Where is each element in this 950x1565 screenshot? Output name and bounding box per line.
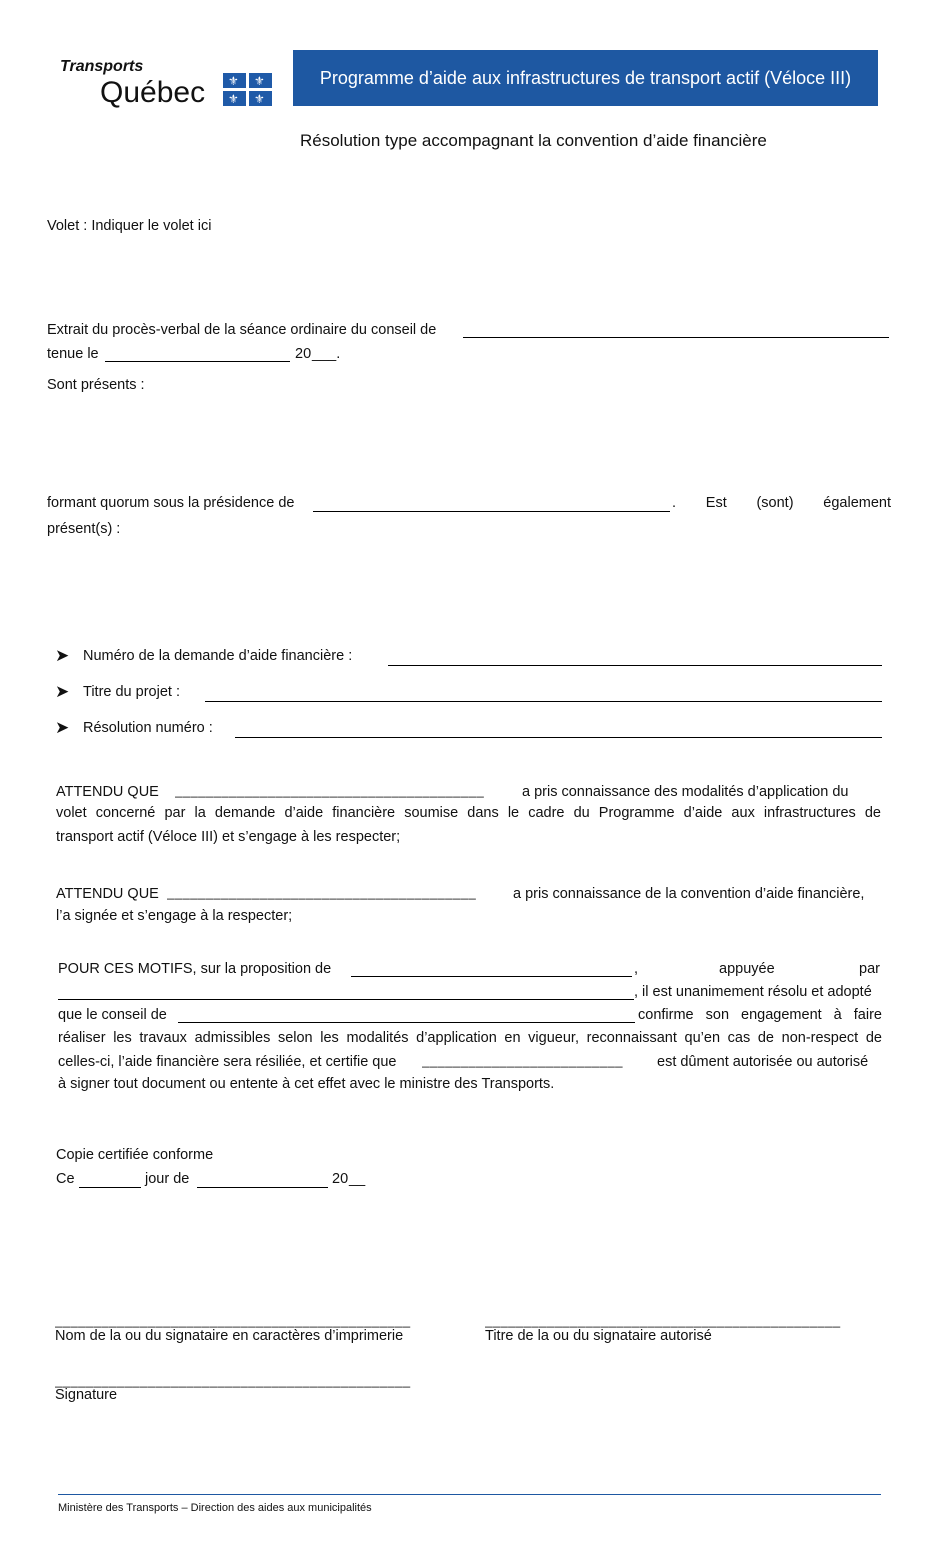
copie-year-label: 20 <box>332 1171 349 1187</box>
resolution-number-field[interactable] <box>235 737 882 738</box>
signatory-name-field[interactable]: ______________________________________________ <box>55 1313 411 1328</box>
attendu2-text: a pris connaissance de la convention d’aide financière, <box>513 886 865 902</box>
attendu1-text: a pris connaissance des modalités d’application du <box>522 784 849 800</box>
motifs-lead: POUR CES MOTIFS, sur la proposition de <box>58 961 332 977</box>
attendu2-blank-field[interactable]: ________________________________________ <box>167 885 477 900</box>
president-name-field[interactable] <box>313 511 670 512</box>
arrow-bullet-icon: ➤ <box>55 682 70 701</box>
resolution-number-label: Résolution numéro : <box>83 720 213 736</box>
jour-label: jour de <box>145 1171 190 1187</box>
confirme-text: confirme son engagement à faire <box>638 1007 882 1023</box>
attendu1-lead: ATTENDU QUE <box>56 784 159 800</box>
day-field[interactable] <box>79 1187 141 1188</box>
motifs-comma: , <box>634 961 639 977</box>
meeting-year-field[interactable]: ___. <box>312 346 341 362</box>
ce-label: Ce <box>56 1171 75 1187</box>
quorum-suffix: . Est (sont) également <box>672 495 891 511</box>
presents-label: Sont présents : <box>47 377 145 393</box>
conseil-label: que le conseil de <box>58 1007 167 1023</box>
quebec-flag-icon <box>223 73 272 106</box>
authorized-person-field[interactable]: __________________________ <box>422 1053 623 1068</box>
fleur-de-lis-icon: ⚜ <box>254 92 265 106</box>
signatory-name-label: Nom de la ou du signataire en caractères d’imprimerie <box>55 1328 404 1344</box>
arrow-bullet-icon: ➤ <box>55 718 70 737</box>
appuyee-label: appuyée <box>719 961 775 977</box>
copie-year-field[interactable]: __ <box>349 1171 366 1187</box>
motifs-line5a: celles-ci, l’aide financière sera résiliée, et certifie que <box>58 1054 397 1070</box>
seconder-name-field[interactable] <box>58 999 634 1000</box>
signature-field[interactable]: ______________________________________________ <box>55 1373 411 1388</box>
also-present-label: présent(s) : <box>47 521 121 537</box>
proposer-name-field[interactable] <box>351 976 632 977</box>
meeting-date-field[interactable] <box>105 361 290 362</box>
copie-title: Copie certifiée conforme <box>56 1147 214 1163</box>
logo-transports-text: Transports <box>60 58 144 75</box>
attendu2-line2: l’a signée et s’engage à la respecter; <box>56 908 293 924</box>
attendu1-line2: volet concerné par la demande d’aide financière soumise dans le cadre du Programme d’aide aux infrastructures de <box>56 805 881 821</box>
request-number-field[interactable] <box>388 665 882 666</box>
month-field[interactable] <box>197 1187 328 1188</box>
fleur-de-lis-icon: ⚜ <box>228 74 239 88</box>
motifs-line4: réaliser les travaux admissibles selon les modalités d’application en vigueur, reconnaissant qu’en cas de non-respect de <box>58 1030 882 1046</box>
program-title-banner: Programme d’aide aux infrastructures de transport actif (Véloce III) <box>293 50 878 106</box>
volet-label: Volet : Indiquer le volet ici <box>47 218 212 234</box>
project-title-label: Titre du projet : <box>83 684 180 700</box>
arrow-bullet-icon: ➤ <box>55 646 70 665</box>
attendu1-line3: transport actif (Véloce III) et s’engage à les respecter; <box>56 829 401 845</box>
footer-divider <box>58 1494 881 1495</box>
tenue-label: tenue le <box>47 346 99 362</box>
adopted-text: , il est unanimement résolu et adopté <box>634 984 872 1000</box>
fleur-de-lis-icon: ⚜ <box>228 92 239 106</box>
motifs-line6: à signer tout document ou entente à cet effet avec le ministre des Transports. <box>58 1076 555 1092</box>
meeting-year-label: 20 <box>295 346 312 362</box>
fleur-de-lis-icon: ⚜ <box>254 74 265 88</box>
signatory-title-field[interactable]: ______________________________________________ <box>485 1313 841 1328</box>
document-subtitle: Résolution type accompagnant la convention d’aide financière <box>300 131 767 150</box>
footer-text: Ministère des Transports – Direction des aides aux municipalités <box>58 1502 372 1514</box>
project-title-field[interactable] <box>205 701 882 702</box>
request-number-label: Numéro de la demande d’aide financière : <box>83 648 353 664</box>
motifs-line5b: est dûment autorisée ou autorisé <box>657 1054 869 1070</box>
council-name-field[interactable] <box>463 337 889 338</box>
attendu2-lead: ATTENDU QUE <box>56 886 159 902</box>
par-label: par <box>859 961 880 977</box>
quorum-label: formant quorum sous la présidence de <box>47 495 295 511</box>
extract-line: Extrait du procès-verbal de la séance ordinaire du conseil de <box>47 322 437 338</box>
attendu1-blank-field[interactable]: ________________________________________ <box>175 783 485 798</box>
signature-label: Signature <box>55 1387 118 1403</box>
council-field[interactable] <box>178 1022 635 1023</box>
logo-quebec-text: Québec <box>100 76 206 109</box>
signatory-title-label: Titre de la ou du signataire autorisé <box>485 1328 712 1344</box>
